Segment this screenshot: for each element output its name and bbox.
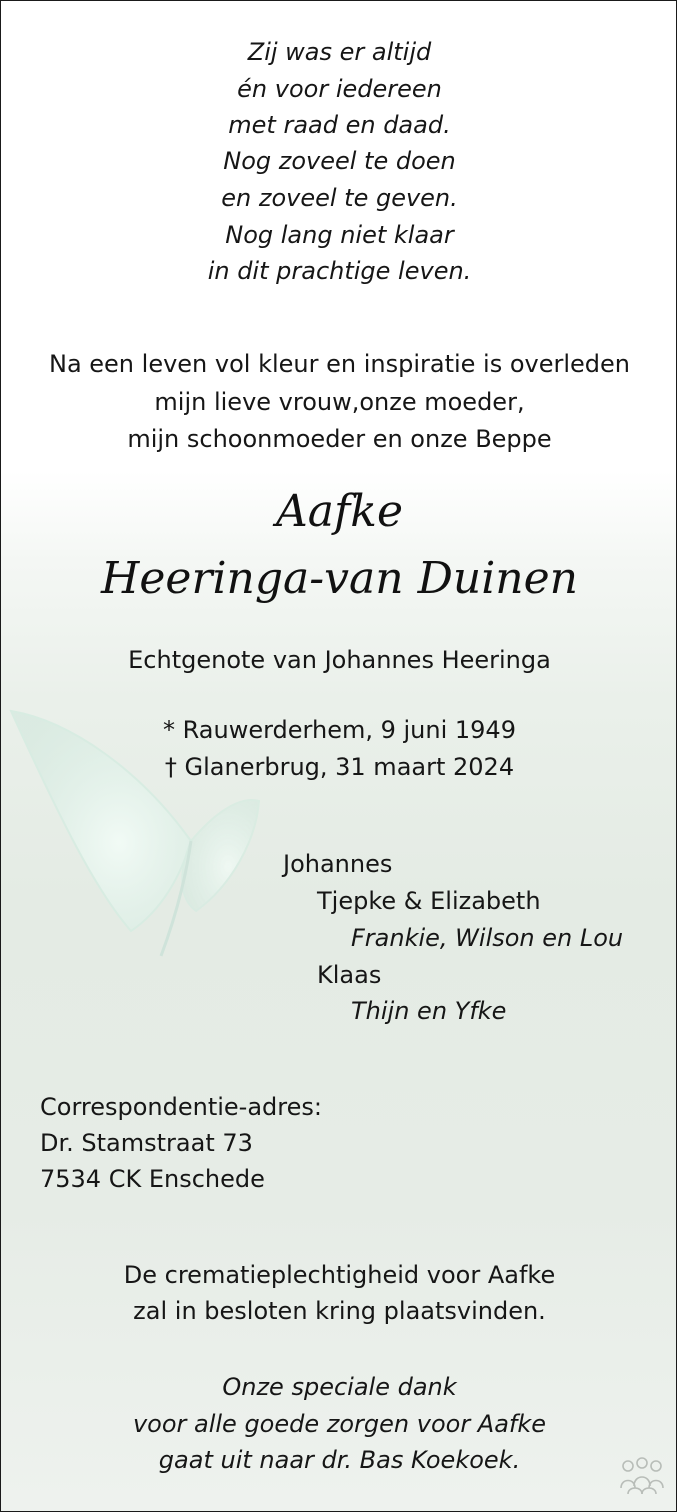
poem-line: met raad en daad.	[228, 111, 451, 139]
poem-line: én voor iedereen	[237, 75, 442, 103]
family-child: Klaas	[317, 961, 382, 989]
thanks-line: voor alle goede zorgen voor Aafke	[132, 1410, 547, 1438]
family-grandchildren: Frankie, Wilson en Lou	[351, 924, 624, 952]
family-husband: Johannes	[283, 850, 393, 878]
death-line: † Glanerbrug, 31 maart 2024	[164, 753, 515, 781]
address-city: 7534 CK Enschede	[40, 1165, 265, 1193]
family-child: Tjepke & Elizabeth	[317, 887, 541, 915]
deceased-last-name: Heeringa-van Duinen	[101, 553, 578, 604]
poem-line: Nog zoveel te doen	[223, 147, 456, 175]
poem-line: Zij was er altijd	[247, 38, 432, 66]
intro-line: Na een leven vol kleur en inspiratie is overleden	[48, 350, 631, 378]
address-street: Dr. Stamstraat 73	[40, 1129, 253, 1157]
intro-line: mijn lieve vrouw,onze moeder,	[154, 388, 525, 416]
deceased-first-name: Aafke	[276, 486, 403, 537]
thanks-line: gaat uit naar dr. Bas Koekoek.	[158, 1446, 521, 1474]
intro-line: mijn schoonmoeder en onze Beppe	[127, 425, 552, 453]
poem-line: in dit prachtige leven.	[207, 257, 472, 285]
ceremony-line: De crematieplechtigheid voor Aafke	[123, 1261, 556, 1289]
ceremony-line: zal in besloten kring plaatsvinden.	[133, 1297, 546, 1325]
poem-line: Nog lang niet klaar	[225, 221, 454, 249]
birth-line: * Rauwerderhem, 9 juni 1949	[163, 716, 516, 744]
spouse-line: Echtgenote van Johannes Heeringa	[128, 646, 551, 674]
family-grandchildren: Thijn en Yfke	[351, 997, 507, 1025]
address-label: Correspondentie-adres:	[40, 1093, 322, 1121]
people-group-icon	[618, 1456, 666, 1496]
poem-line: en zoveel te geven.	[221, 184, 458, 212]
thanks-line: Onze speciale dank	[222, 1373, 457, 1401]
